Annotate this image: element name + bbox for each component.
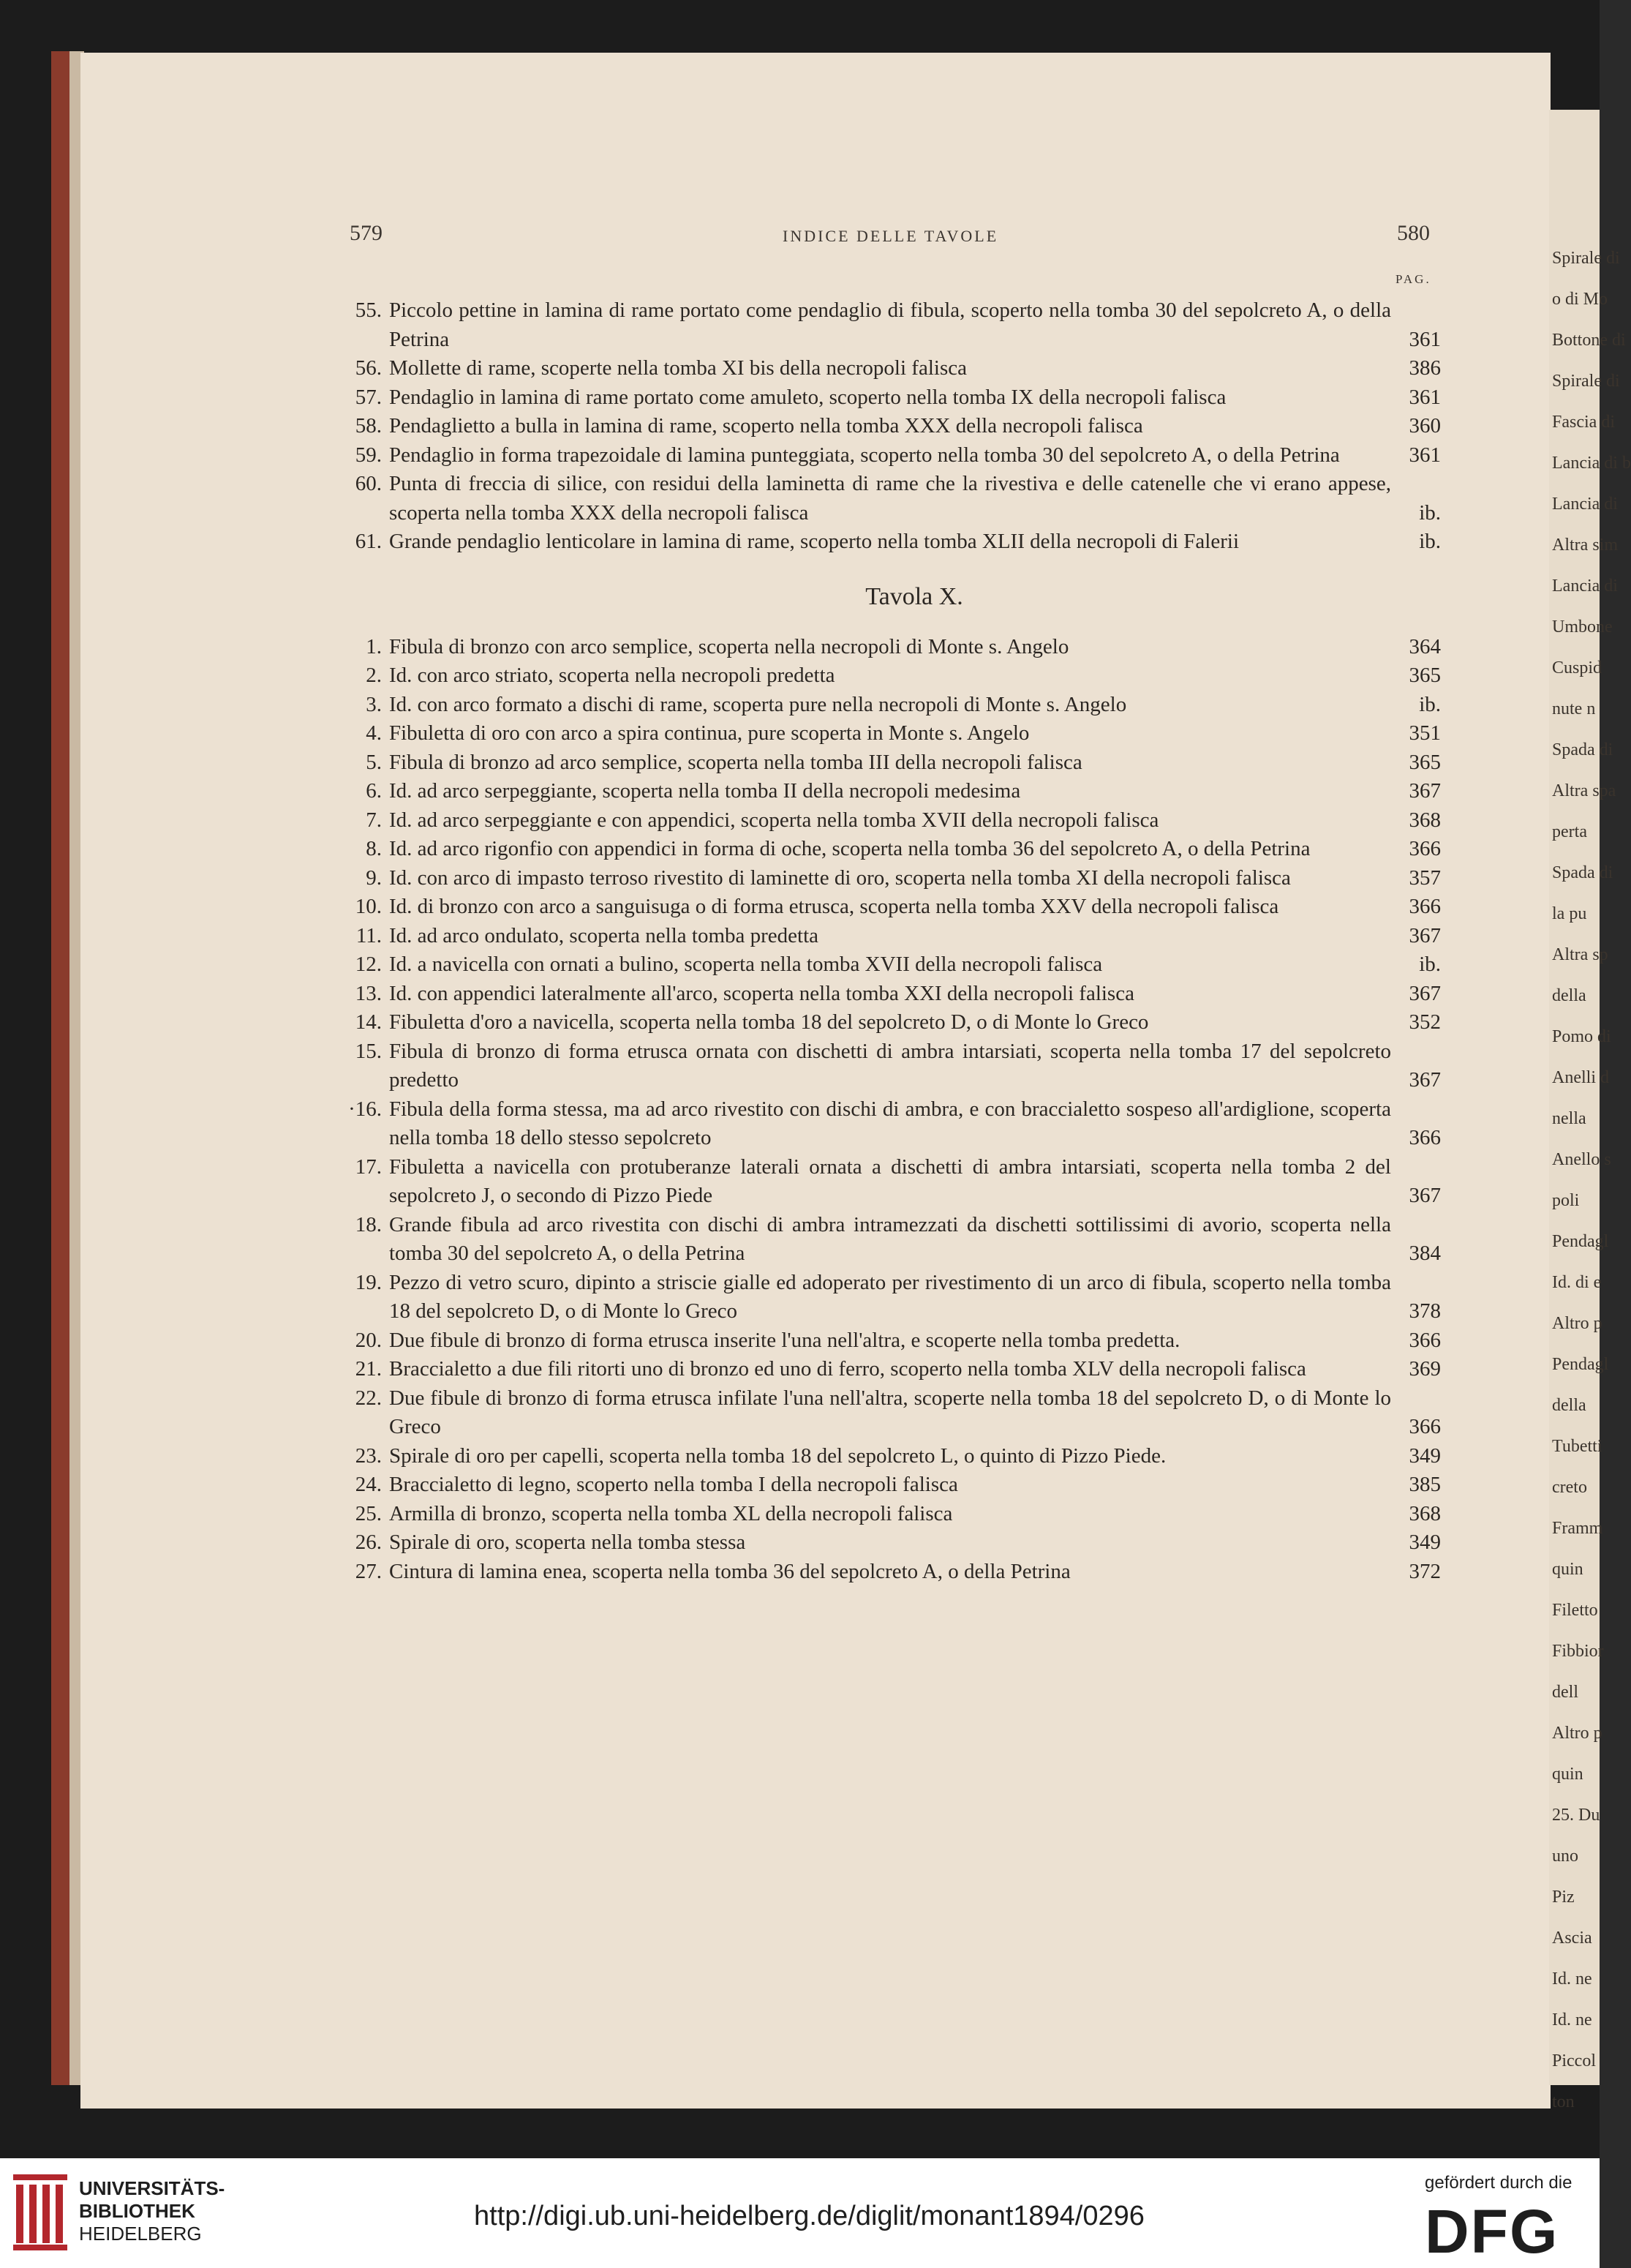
index-entry <box>344 922 1441 951</box>
next-page-fragment: Id. di e <box>1552 1273 1602 1292</box>
entry-number: 20. <box>355 1328 382 1352</box>
entry-description <box>389 806 1391 836</box>
next-page-fragment: Anelli d <box>1552 1068 1609 1087</box>
entry-number: 21. <box>355 1357 382 1381</box>
entry-number: 56. <box>355 356 382 380</box>
next-page-fragment: poli <box>1552 1191 1580 1210</box>
entry-text: Pendaglio in forma trapezoidale di lamina punteggiata, scoperto nella tomba 30 del sepolcreto A, o della Petrina <box>389 443 1340 467</box>
entry-description <box>389 835 1391 864</box>
entry-page: 360 <box>1409 414 1441 438</box>
entry-description <box>389 864 1391 893</box>
entry-text: Spirale di oro per capelli, scoperta nella tomba 18 del sepolcreto L, o quinto di Pizzo Piede. <box>389 1443 1167 1468</box>
next-page-fragment: uno <box>1552 1847 1578 1866</box>
entry-description <box>389 922 1391 951</box>
entry-page: 361 <box>1409 443 1441 467</box>
entry-number: 59. <box>355 443 382 467</box>
entry-page: 365 <box>1409 664 1441 687</box>
entry-text: Due fibule di bronzo di forma etrusca inserite l'una nell'altra, e scoperte nella tomba predetta. <box>389 1328 1180 1352</box>
entry-number: 61. <box>355 530 382 553</box>
entry-text: Id. con arco di impasto terroso rivestito di laminette di oro, scoperta nella tomba XI della necropoli falisca <box>389 865 1291 890</box>
permalink-url[interactable]: http://digi.ub.uni-heidelberg.de/diglit/monant1894/0296 <box>474 2201 1145 2231</box>
index-entry <box>344 806 1441 836</box>
index-entry <box>344 441 1441 470</box>
next-page-fragment: Lancia di <box>1552 577 1618 596</box>
entry-description <box>389 1326 1391 1356</box>
next-page-strip <box>1549 110 1631 2111</box>
entry-page: ib. <box>1419 692 1441 716</box>
entry-number: 27. <box>355 1559 382 1583</box>
entry-number: 15. <box>355 1039 382 1063</box>
entry-page: 365 <box>1409 750 1441 774</box>
entry-number: 5. <box>366 750 382 774</box>
next-page-fragment: Altra sim <box>1552 536 1618 555</box>
entry-page: 361 <box>1409 327 1441 351</box>
entry-page: 366 <box>1409 837 1441 860</box>
library-name <box>79 2177 225 2245</box>
next-page-fragment: Tubetti <box>1552 1437 1602 1456</box>
next-page-fragment: Spirale di <box>1552 372 1620 391</box>
next-page-fragment: Spirale di <box>1552 249 1620 268</box>
entry-number: 3. <box>366 692 382 716</box>
entry-number: 7. <box>366 808 382 832</box>
index-entry <box>344 980 1441 1009</box>
next-page-fragment: Fascia di <box>1552 413 1615 432</box>
entry-page: 364 <box>1409 634 1441 658</box>
entry-description <box>389 527 1391 557</box>
running-title: INDICE DELLE TAVOLE <box>783 227 999 245</box>
entry-text: Mollette di rame, scoperte nella tomba XI bis della necropoli falisca <box>389 356 967 380</box>
entry-text: Fibula della forma stessa, ma ad arco rivestito con dischi di ambra, e con braccialetto sospeso all'ardiglione, scoperta nella tomba 18 dello stesso sepolcreto <box>389 1097 1391 1149</box>
entry-page: 366 <box>1409 1415 1441 1438</box>
index-entry <box>344 864 1441 893</box>
index-entry <box>344 383 1441 413</box>
entry-description <box>389 470 1391 527</box>
entry-page: 361 <box>1409 385 1441 409</box>
entry-description <box>389 719 1391 748</box>
entry-page: 367 <box>1409 981 1441 1005</box>
entry-description <box>389 1442 1391 1471</box>
entry-number: 6. <box>366 779 382 803</box>
entry-number: 1. <box>366 634 382 658</box>
entry-page: ib. <box>1419 530 1441 553</box>
entry-page: 366 <box>1409 895 1441 918</box>
entry-description <box>389 893 1391 922</box>
entry-number: 11. <box>355 923 382 947</box>
entry-text: Pendaglietto a bulla in lamina di rame, scoperto nella tomba XXX della necropoli falisca <box>389 414 1143 438</box>
entry-number: 17. <box>355 1154 382 1179</box>
next-page-fragment: della <box>1552 1396 1586 1415</box>
entries-bottom <box>344 633 1441 1587</box>
index-entry <box>344 691 1441 720</box>
entry-number: 4. <box>366 721 382 745</box>
next-page-fragment: creto <box>1552 1478 1587 1497</box>
entry-description <box>389 1558 1391 1587</box>
next-page-fragment: Pomo di <box>1552 1027 1611 1046</box>
entry-text: Pezzo di vetro scuro, dipinto a striscie gialle ed adoperato per rivestimento di un arco di fibula, scoperto nella tomba 18 del sepolcreto D, o di Monte lo Greco <box>389 1270 1391 1323</box>
index-entry <box>344 1269 1441 1326</box>
entry-text: Pendaglio in lamina di rame portato come amuleto, scoperto nella tomba IX della necropoli falisca <box>389 385 1227 409</box>
entry-description <box>389 1153 1391 1211</box>
next-page-fragment: Altro p <box>1552 1314 1602 1333</box>
entry-text: Punta di freccia di silice, con residui della laminetta di rame che la rivestiva e delle catenelle che vi erano appese, scoperta nella tomba XXX della necropoli falisca <box>389 472 1391 525</box>
library-line-2: BIBLIOTHEK <box>79 2200 195 2222</box>
library-line-1: UNIVERSITÄTS- <box>79 2177 225 2199</box>
entry-page: 367 <box>1409 779 1441 803</box>
entry-page: 386 <box>1409 356 1441 380</box>
next-page-fragment: Bottone di <box>1552 331 1626 350</box>
index-entry <box>344 354 1441 383</box>
index-entry <box>344 1442 1441 1471</box>
entry-description <box>389 691 1391 720</box>
dfg-logo: DFG <box>1425 2197 1559 2266</box>
entry-description <box>389 1355 1391 1384</box>
next-page-fragment: Umbone <box>1552 617 1613 637</box>
entry-number: 10. <box>355 895 382 918</box>
entry-description <box>389 1500 1391 1529</box>
page-number-right: 580 <box>1397 221 1430 245</box>
next-page-fragment: della <box>1552 986 1586 1005</box>
entry-text: Id. ad arco serpeggiante e con appendici, scoperta nella tomba XVII della necropoli falisca <box>389 808 1159 832</box>
next-page-fragment: Spada di <box>1552 740 1613 759</box>
next-page-fragment: Lancia di b <box>1552 454 1631 473</box>
next-page-fragment: Piz <box>1552 1888 1575 1907</box>
entry-number: 19. <box>355 1270 382 1294</box>
entry-number: 8. <box>366 837 382 860</box>
entry-text: Fibula di bronzo ad arco semplice, scoperta nella tomba III della necropoli falisca <box>389 750 1082 774</box>
next-page-fragment: o di Mo <box>1552 290 1608 309</box>
next-page-fragment: Piccol <box>1552 2051 1596 2070</box>
entry-text: Id. di bronzo con arco a sanguisuga o di forma etrusca, scoperta nella tomba XXV della necropoli falisca <box>389 895 1279 918</box>
entry-description <box>389 1095 1391 1153</box>
index-entry <box>344 1326 1441 1356</box>
index-entry <box>344 950 1441 980</box>
entry-number: 26. <box>355 1531 382 1554</box>
entry-number: 55. <box>355 298 382 322</box>
entry-text: Braccialetto di legno, scoperto nella tomba I della necropoli falisca <box>389 1473 958 1496</box>
index-entry <box>344 1471 1441 1500</box>
entry-description <box>389 1269 1391 1326</box>
next-page-fragment: ton <box>1552 2092 1575 2111</box>
next-page-fragment: Fibbior <box>1552 1642 1604 1661</box>
entry-text: Fibula di bronzo di forma etrusca ornata con dischetti di ambra intarsiati, scoperta nella tomba 17 del sepolcreto predetto <box>389 1039 1391 1092</box>
entry-text: Id. ad arco ondulato, scoperta nella tomba predetta <box>389 923 819 947</box>
entry-page: 368 <box>1409 808 1441 832</box>
entry-number: 2. <box>366 664 382 687</box>
entry-page: 351 <box>1409 721 1441 745</box>
entry-text: Id. ad arco serpeggiante, scoperta nella tomba II della necropoli medesima <box>389 779 1021 803</box>
next-page-fragment: Id. ne <box>1552 2010 1592 2029</box>
entry-text: Due fibule di bronzo di forma etrusca infilate l'una nell'altra, scoperte nella tomba 18 del sepolcreto D, o di Monte lo Greco <box>389 1386 1391 1438</box>
next-page-fragment: Ascia <box>1552 1929 1592 1948</box>
entry-number: 57. <box>355 385 382 409</box>
entry-description <box>389 748 1391 778</box>
entry-description <box>389 296 1391 354</box>
entry-description <box>389 1384 1391 1442</box>
entry-description <box>389 661 1391 691</box>
entry-text: Piccolo pettine in lamina di rame portato come pendaglio di fibula, scoperto nella tomba 30 del sepolcreto A, o della Petrina <box>389 298 1391 351</box>
next-page-fragment: la pu <box>1552 904 1587 923</box>
entry-page: 366 <box>1409 1328 1441 1352</box>
entry-page: 367 <box>1409 923 1441 947</box>
entry-text: Braccialetto a due fili ritorti uno di bronzo ed uno di ferro, scoperto nella tomba XLV della necropoli falisca <box>389 1357 1306 1381</box>
index-entry <box>344 893 1441 922</box>
next-page-fragment: Pendagl <box>1552 1232 1609 1251</box>
entry-number: 60. <box>355 472 382 495</box>
index-entry <box>344 748 1441 778</box>
next-page-fragment: perta <box>1552 822 1587 841</box>
entry-description <box>389 1211 1391 1269</box>
entry-text: Armilla di bronzo, scoperta nella tomba XL della necropoli falisca <box>389 1501 953 1525</box>
next-page-fragment: Anello s <box>1552 1150 1611 1169</box>
university-library-logo <box>13 2174 67 2250</box>
next-page-fragment: Altra sp <box>1552 945 1608 964</box>
next-page-fragment: Id. ne <box>1552 1970 1592 1989</box>
next-page-fragment: Framm <box>1552 1519 1603 1538</box>
index-entry <box>344 470 1441 527</box>
next-page-fragment: nute n <box>1552 699 1596 718</box>
entry-text: Fibuletta d'oro a navicella, scoperta nella tomba 18 del sepolcreto D, o di Monte lo Greco <box>389 1010 1149 1034</box>
entry-text: Fibuletta di oro con arco a spira continua, pure scoperta in Monte s. Angelo <box>389 721 1030 745</box>
index-entry <box>344 1558 1441 1587</box>
next-page-fragment: Filetto <box>1552 1601 1598 1620</box>
entry-number: 9. <box>366 865 382 890</box>
entry-page: 352 <box>1409 1010 1441 1034</box>
entry-number: 18. <box>355 1212 382 1236</box>
index-entry <box>344 527 1441 557</box>
entry-number: 22. <box>355 1386 382 1410</box>
index-entry <box>344 633 1441 662</box>
index-list <box>344 296 1441 1586</box>
next-page-fragment: Pendagl <box>1552 1355 1609 1374</box>
index-entry <box>344 412 1441 441</box>
next-page-fragment: Spada di <box>1552 863 1613 882</box>
next-page-fragment: nella <box>1552 1109 1586 1128</box>
entry-page: 357 <box>1409 865 1441 890</box>
page-number-left: 579 <box>350 221 383 245</box>
section-title: Tavola X. <box>865 582 963 610</box>
entry-description <box>389 441 1391 470</box>
index-entry <box>344 1095 1441 1153</box>
library-line-3: HEIDELBERG <box>79 2223 202 2245</box>
entry-page: 372 <box>1409 1559 1441 1583</box>
entry-page: 349 <box>1409 1443 1441 1468</box>
next-page-fragment: Altra spa <box>1552 781 1616 800</box>
next-page-fragment: quin <box>1552 1560 1583 1579</box>
entry-number: 25. <box>355 1501 382 1525</box>
index-entry <box>344 1153 1441 1211</box>
index-entry <box>344 1528 1441 1558</box>
entry-page: 369 <box>1409 1357 1441 1381</box>
entry-text: Fibula di bronzo con arco semplice, scoperta nella necropoli di Monte s. Angelo <box>389 634 1069 658</box>
entry-number: 23. <box>355 1443 382 1468</box>
next-page-fragment: Lancia di <box>1552 495 1618 514</box>
index-entry <box>344 1384 1441 1442</box>
entry-number: 24. <box>355 1473 382 1496</box>
entry-page: 368 <box>1409 1501 1441 1525</box>
entry-number: 13. <box>355 981 382 1005</box>
index-entry <box>344 296 1441 354</box>
entry-description <box>389 633 1391 662</box>
entry-page: 349 <box>1409 1531 1441 1554</box>
entry-description <box>389 1471 1391 1500</box>
entry-number: 58. <box>355 414 382 438</box>
pag-label: PAG. <box>1395 272 1431 286</box>
entry-page: 385 <box>1409 1473 1441 1496</box>
entry-text: Id. con appendici lateralmente all'arco, scoperta nella tomba XXI della necropoli falisca <box>389 981 1134 1005</box>
index-entry <box>344 777 1441 806</box>
index-entry <box>344 835 1441 864</box>
entry-text: Id. a navicella con ornati a bulino, scoperta nella tomba XVII della necropoli falisca <box>389 953 1103 976</box>
entry-description <box>389 777 1391 806</box>
footer-bar <box>0 2158 1600 2268</box>
entry-description <box>389 354 1391 383</box>
entry-text: Grande pendaglio lenticolare in lamina di rame, scoperto nella tomba XLII della necropoli di Falerii <box>389 530 1239 553</box>
next-page-fragment: dell <box>1552 1683 1578 1702</box>
entry-text: Cintura di lamina enea, scoperta nella tomba 36 del sepolcreto A, o della Petrina <box>389 1559 1071 1583</box>
entry-page: 378 <box>1409 1299 1441 1323</box>
index-entry <box>344 1211 1441 1269</box>
index-entry <box>344 1355 1441 1384</box>
entry-description <box>389 950 1391 980</box>
index-entry <box>344 661 1441 691</box>
index-entry <box>344 1500 1441 1529</box>
entry-number: ·16. <box>348 1097 382 1121</box>
entry-text: Id. con arco formato a dischi di rame, scoperta pure nella necropoli di Monte s. Angelo <box>389 692 1127 716</box>
entry-text: Id. con arco striato, scoperta nella necropoli predetta <box>389 664 835 687</box>
entry-text: Id. ad arco rigonfio con appendici in forma di oche, scoperta nella tomba 36 del sepolcreto A, o della Petrina <box>389 837 1311 860</box>
entries-top <box>344 296 1441 557</box>
entry-text: Grande fibula ad arco rivestita con dischi di ambra intramezzati da dischetti sottilissimi di avorio, scoperta nella tomba 30 del sepolcreto A, o della Petrina <box>389 1212 1391 1265</box>
entry-description <box>389 412 1391 441</box>
next-page-fragment: 25. Du <box>1552 1806 1600 1825</box>
entry-page: 366 <box>1409 1126 1441 1149</box>
next-page-fragment: quin <box>1552 1765 1583 1784</box>
entry-description <box>389 980 1391 1009</box>
entry-description <box>389 1008 1391 1037</box>
entry-description <box>389 383 1391 413</box>
entry-page: 384 <box>1409 1242 1441 1265</box>
entry-page: 367 <box>1409 1184 1441 1207</box>
entry-description <box>389 1528 1391 1558</box>
next-page-fragment: Cuspid <box>1552 658 1602 677</box>
index-entry <box>344 1037 1441 1095</box>
next-page-fragment: Altro p <box>1552 1724 1602 1743</box>
index-entry <box>344 719 1441 748</box>
entry-page: ib. <box>1419 953 1441 976</box>
entry-text: Spirale di oro, scoperta nella tomba stessa <box>389 1531 746 1554</box>
entry-description <box>389 1037 1391 1095</box>
entry-number: 12. <box>355 953 382 976</box>
funding-caption: gefördert durch die <box>1425 2173 1572 2193</box>
entry-page: 367 <box>1409 1068 1441 1092</box>
entry-number: 14. <box>355 1010 382 1034</box>
entry-text: Fibuletta a navicella con protuberanze laterali ornata a dischetti di ambra intarsiati, scoperta nella tomba 2 del sepolcreto J, o secondo di Pizzo Piede <box>389 1154 1391 1207</box>
entry-page: ib. <box>1419 500 1441 525</box>
index-entry <box>344 1008 1441 1037</box>
